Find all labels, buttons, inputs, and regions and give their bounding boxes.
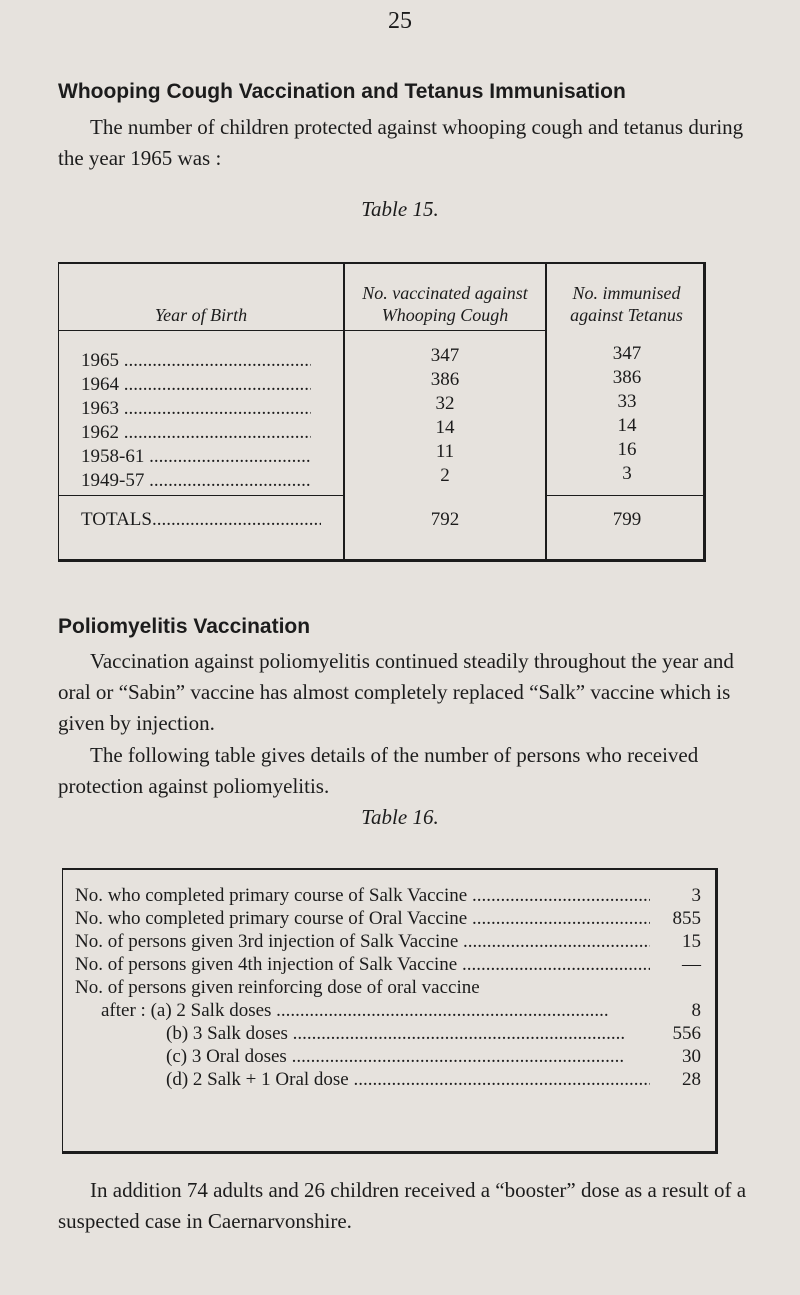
row-value: 30 <box>682 1046 701 1067</box>
whooping-cell: 386 <box>430 369 460 390</box>
header-whooping-cough: No. vaccinated against Whooping Cough <box>362 283 528 325</box>
whooping-cell: 2 <box>440 465 450 486</box>
row-value: 8 <box>691 1000 701 1021</box>
year-cell: 1949-57 ..... <box>81 469 311 493</box>
totals-rule-2 <box>545 495 704 496</box>
row-value: 3 <box>691 885 701 906</box>
year-cell: 1958-61 ..... <box>81 445 311 469</box>
polio-paragraph-2 <box>58 740 758 802</box>
totals-tetanus: 799 <box>612 509 642 530</box>
row-label: No. of persons given 4th injection of Salk Vaccine ..... <box>75 953 650 976</box>
tetanus-cell: 16 <box>617 439 637 460</box>
year-cell: 1963 ..... <box>81 397 311 421</box>
totals-rule-1 <box>59 495 343 496</box>
tetanus-cell: 386 <box>612 367 642 388</box>
tetanus-column <box>547 342 707 486</box>
row-value: 855 <box>672 908 701 929</box>
row-value: 28 <box>682 1069 701 1090</box>
whooping-cell: 32 <box>435 393 455 414</box>
table-row <box>63 930 713 953</box>
row-value: 556 <box>672 1023 701 1044</box>
header-tetanus: No. immunised against Tetanus <box>570 283 683 325</box>
totals-whooping: 792 <box>430 509 460 530</box>
row-label: No. of persons given reinforcing dose of oral vaccine <box>75 977 480 998</box>
tetanus-cell: 14 <box>617 415 637 436</box>
whooping-cell: 11 <box>435 441 455 462</box>
polio-heading: Poliomyelitis Vaccination <box>58 615 311 638</box>
table-row <box>63 976 713 999</box>
tetanus-cell: 347 <box>612 343 642 364</box>
year-cell: 1964 ..... <box>81 373 311 397</box>
year-cell: 1962 ..... <box>81 421 311 445</box>
row-value: — <box>682 954 701 975</box>
table-row <box>63 884 713 907</box>
polio-text-1: Vaccination against poliomyelitis continued steadily throughout the year and oral or “Sabin” vaccine has almost completely replaced “Salk” vaccine which is given by injection. <box>58 649 734 735</box>
table-row <box>63 1068 713 1091</box>
whooping-text: The number of children protected against whooping cough and tetanus during the year 1965 was : <box>58 115 744 170</box>
table-row <box>63 953 713 976</box>
closing-text: In addition 74 adults and 26 children received a “booster” dose as a result of a suspected case in Caernarvonshire. <box>58 1178 747 1233</box>
row-label: No. who completed primary course of Oral Vaccine ..... <box>75 907 650 930</box>
header-year-of-birth: Year of Birth <box>154 305 248 325</box>
table15-caption: Table 15. <box>361 197 439 221</box>
tetanus-cell: 3 <box>622 463 632 484</box>
whooping-cell: 14 <box>435 417 455 438</box>
table15 <box>58 262 706 562</box>
table-row <box>63 1022 713 1045</box>
whooping-heading: Whooping Cough Vaccination and Tetanus Immunisation <box>58 80 626 103</box>
polio-paragraph-1 <box>58 646 758 739</box>
whooping-cell: 347 <box>430 345 460 366</box>
table-row <box>63 1045 713 1068</box>
year-cell: 1965 ..... <box>81 349 311 373</box>
table-row <box>63 907 713 930</box>
tetanus-cell: 33 <box>617 391 637 412</box>
whooping-paragraph <box>58 112 758 174</box>
table-row <box>63 999 713 1022</box>
closing-paragraph <box>58 1175 758 1237</box>
row-label: No. who completed primary course of Salk Vaccine ..... <box>75 884 650 907</box>
header-rule-2 <box>345 330 545 331</box>
totals-label: TOTALS ..... <box>81 509 321 531</box>
row-label: after : (a) 2 Salk doses ..... <box>101 999 650 1022</box>
table16-caption: Table 16. <box>361 805 439 829</box>
whooping-column <box>345 344 545 488</box>
row-value: 15 <box>682 931 701 952</box>
header-rule-1 <box>59 330 343 331</box>
year-column <box>81 349 311 493</box>
page-number: 25 <box>388 8 412 34</box>
polio-text-2: The following table gives details of the number of persons who received protection against poliomyelitis. <box>58 743 699 798</box>
table16 <box>62 868 718 1154</box>
row-label: (c) 3 Oral doses ..... <box>166 1045 650 1068</box>
row-label: (b) 3 Salk doses ..... <box>166 1022 650 1045</box>
row-label: No. of persons given 3rd injection of Salk Vaccine ..... <box>75 930 650 953</box>
row-label: (d) 2 Salk + 1 Oral dose ..... <box>166 1068 650 1091</box>
